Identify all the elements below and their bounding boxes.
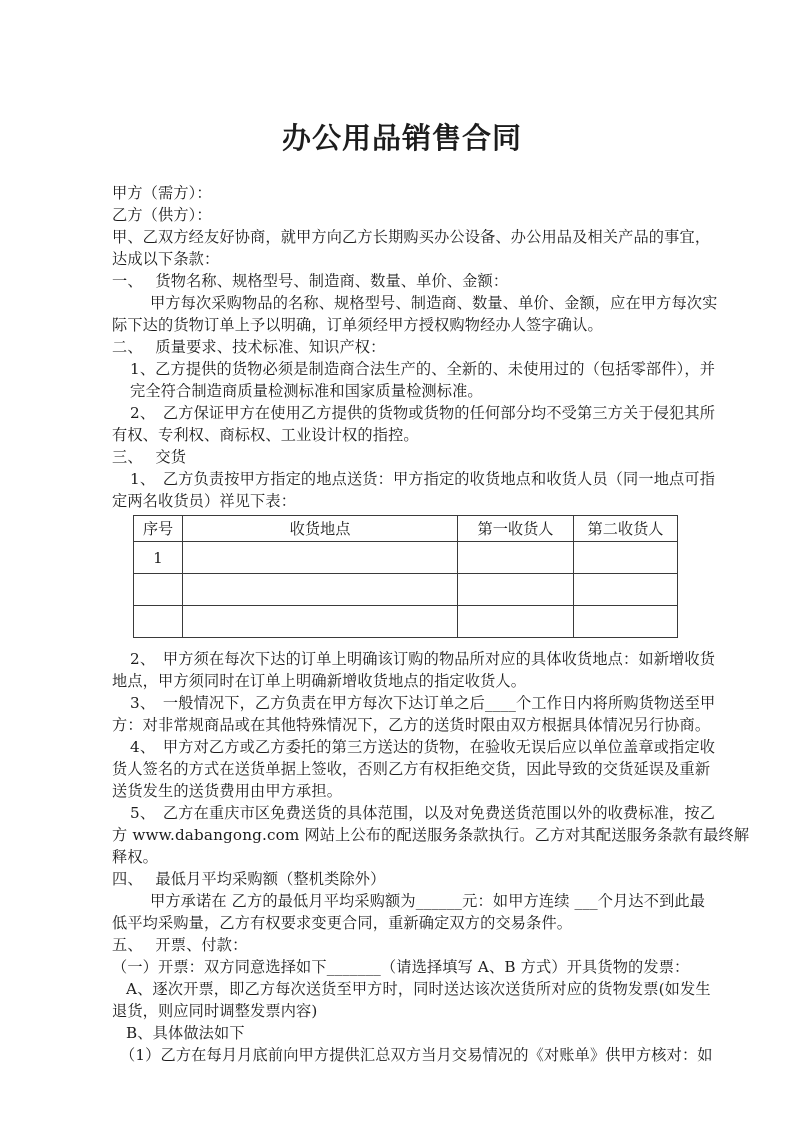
delivery-table <box>133 515 678 638</box>
section-3-item-5: 方 www.dabangong.com 网站上公布的配送服务条款执行。乙方对其配送服务条款有最终解 <box>112 826 750 844</box>
cell-r2 <box>574 542 678 574</box>
section-5-option-a: A、逐次开票，即乙方每次送货至甲方时，同时送达该次送货所对应的货物发票(如发生 <box>126 980 711 998</box>
preamble-line: 达成以下条款： <box>112 250 220 268</box>
section-4-text: 甲方承诺在 乙方的最低月平均采购额为______元：如甲方连续 ___个月达不到此最 <box>150 892 706 910</box>
section-5-option-a: 退货，则应同时调整发票内容) <box>112 1002 318 1020</box>
document-body <box>112 182 750 1066</box>
section-5-invoice: （一）开票：双方同意选择如下_______（请选择填写 A、B 方式）开具货物的发票： <box>112 958 690 976</box>
delivery-table-header-row <box>134 516 678 542</box>
header-delivery-place: 收货地点 <box>183 516 458 542</box>
section-2-heading: 二、 质量要求、技术标准、知识产权： <box>112 338 386 356</box>
section-3-item-4: 4、 甲方对乙方或乙方委托的第三方送达的货物，在验收无误后应以单位盖章或指定收 <box>130 738 716 756</box>
section-2-item-1: 1、乙方提供的货物必须是制造商合法生产的、全新的、未使用过的（包括零部件），并 <box>130 360 716 378</box>
section-2-item-1: 完全符合制造商质量检测标准和国家质量检测标准。 <box>130 382 483 400</box>
section-3-heading: 三、 交货 <box>112 448 187 466</box>
section-3-item-5: 释权。 <box>112 848 159 866</box>
section-5-b-item-1: （1）乙方在每月月底前向甲方提供汇总双方当月交易情况的《对账单》供甲方核对：如 <box>120 1046 713 1064</box>
cell-seq <box>134 606 183 638</box>
section-3-item-4: 货人签名的方式在送货单据上签收，否则乙方有权拒绝交货，因此导致的交货延误及重新 <box>112 760 711 778</box>
section-3-item-2: 地点，甲方须同时在订单上明确新增收货地点的指定收货人。 <box>112 672 527 690</box>
party-a-line: 甲方（需方）： <box>112 184 212 202</box>
cell-place <box>183 574 458 606</box>
section-5-option-b: B、具体做法如下 <box>126 1024 245 1042</box>
section-2-item-2: 2、 乙方保证甲方在使用乙方提供的货物或货物的任何部分均不受第三方关于侵犯其所 <box>130 404 716 422</box>
section-1-heading: 一、 货物名称、规格型号、制造商、数量、单价、金额： <box>112 272 509 290</box>
section-4-text: 低平均采购量，乙方有权要求变更合同，重新确定双方的交易条件。 <box>112 914 573 932</box>
section-2-item-2: 有权、专利权、商标权、工业设计权的指控。 <box>112 426 419 444</box>
cell-place <box>183 606 458 638</box>
table-row <box>134 574 678 606</box>
header-seq-no: 序号 <box>134 516 183 542</box>
section-3-item-3: 方：对非常规商品或在其他特殊情况下，乙方的送货时限由双方根据具体情况另行协商。 <box>112 716 711 734</box>
table-row <box>134 542 678 574</box>
section-3-item-1: 定两名收货员）祥见下表： <box>112 492 297 510</box>
section-4-heading: 四、 最低月平均采购额（整机类除外） <box>112 870 386 888</box>
section-5-heading: 五、 开票、付款： <box>112 936 248 954</box>
header-second-receiver: 第二收货人 <box>574 516 678 542</box>
section-1-text: 甲方每次采购物品的名称、规格型号、制造商、数量、单价、金额，应在甲方每次实 <box>150 294 718 312</box>
cell-place <box>183 542 458 574</box>
preamble-line: 甲、乙双方经友好协商，就甲方向乙方长期购买办公设备、办公用品及相关产品的事宜， <box>112 228 711 246</box>
cell-r2 <box>574 606 678 638</box>
section-3-item-5: 5、 乙方在重庆市区免费送货的具体范围，以及对免费送货范围以外的收费标准，按乙 <box>130 804 716 822</box>
table-row <box>134 606 678 638</box>
cell-r2 <box>574 574 678 606</box>
party-b-line: 乙方（供方）： <box>112 206 212 224</box>
document-title: 办公用品销售合同 <box>281 121 522 155</box>
cell-seq <box>134 574 183 606</box>
cell-r1 <box>458 574 574 606</box>
cell-seq: 1 <box>134 542 183 574</box>
cell-r1 <box>458 606 574 638</box>
section-1-text: 际下达的货物订单上予以明确，订单须经甲方授权购物经办人签字确认。 <box>112 316 603 334</box>
section-3-item-1: 1、 乙方负责按甲方指定的地点送货：甲方指定的收货地点和收货人员（同一地点可指 <box>130 470 716 488</box>
section-3-item-4: 送货发生的送货费用由甲方承担。 <box>112 782 343 800</box>
cell-r1 <box>458 542 574 574</box>
header-first-receiver: 第一收货人 <box>458 516 574 542</box>
section-3-item-3: 3、 一般情况下，乙方负责在甲方每次下达订单之后____个工作日内将所购货物送至甲 <box>130 694 716 712</box>
section-3-item-2: 2、 甲方须在每次下达的订单上明确该订购的物品所对应的具体收货地点：如新增收货 <box>130 650 716 668</box>
